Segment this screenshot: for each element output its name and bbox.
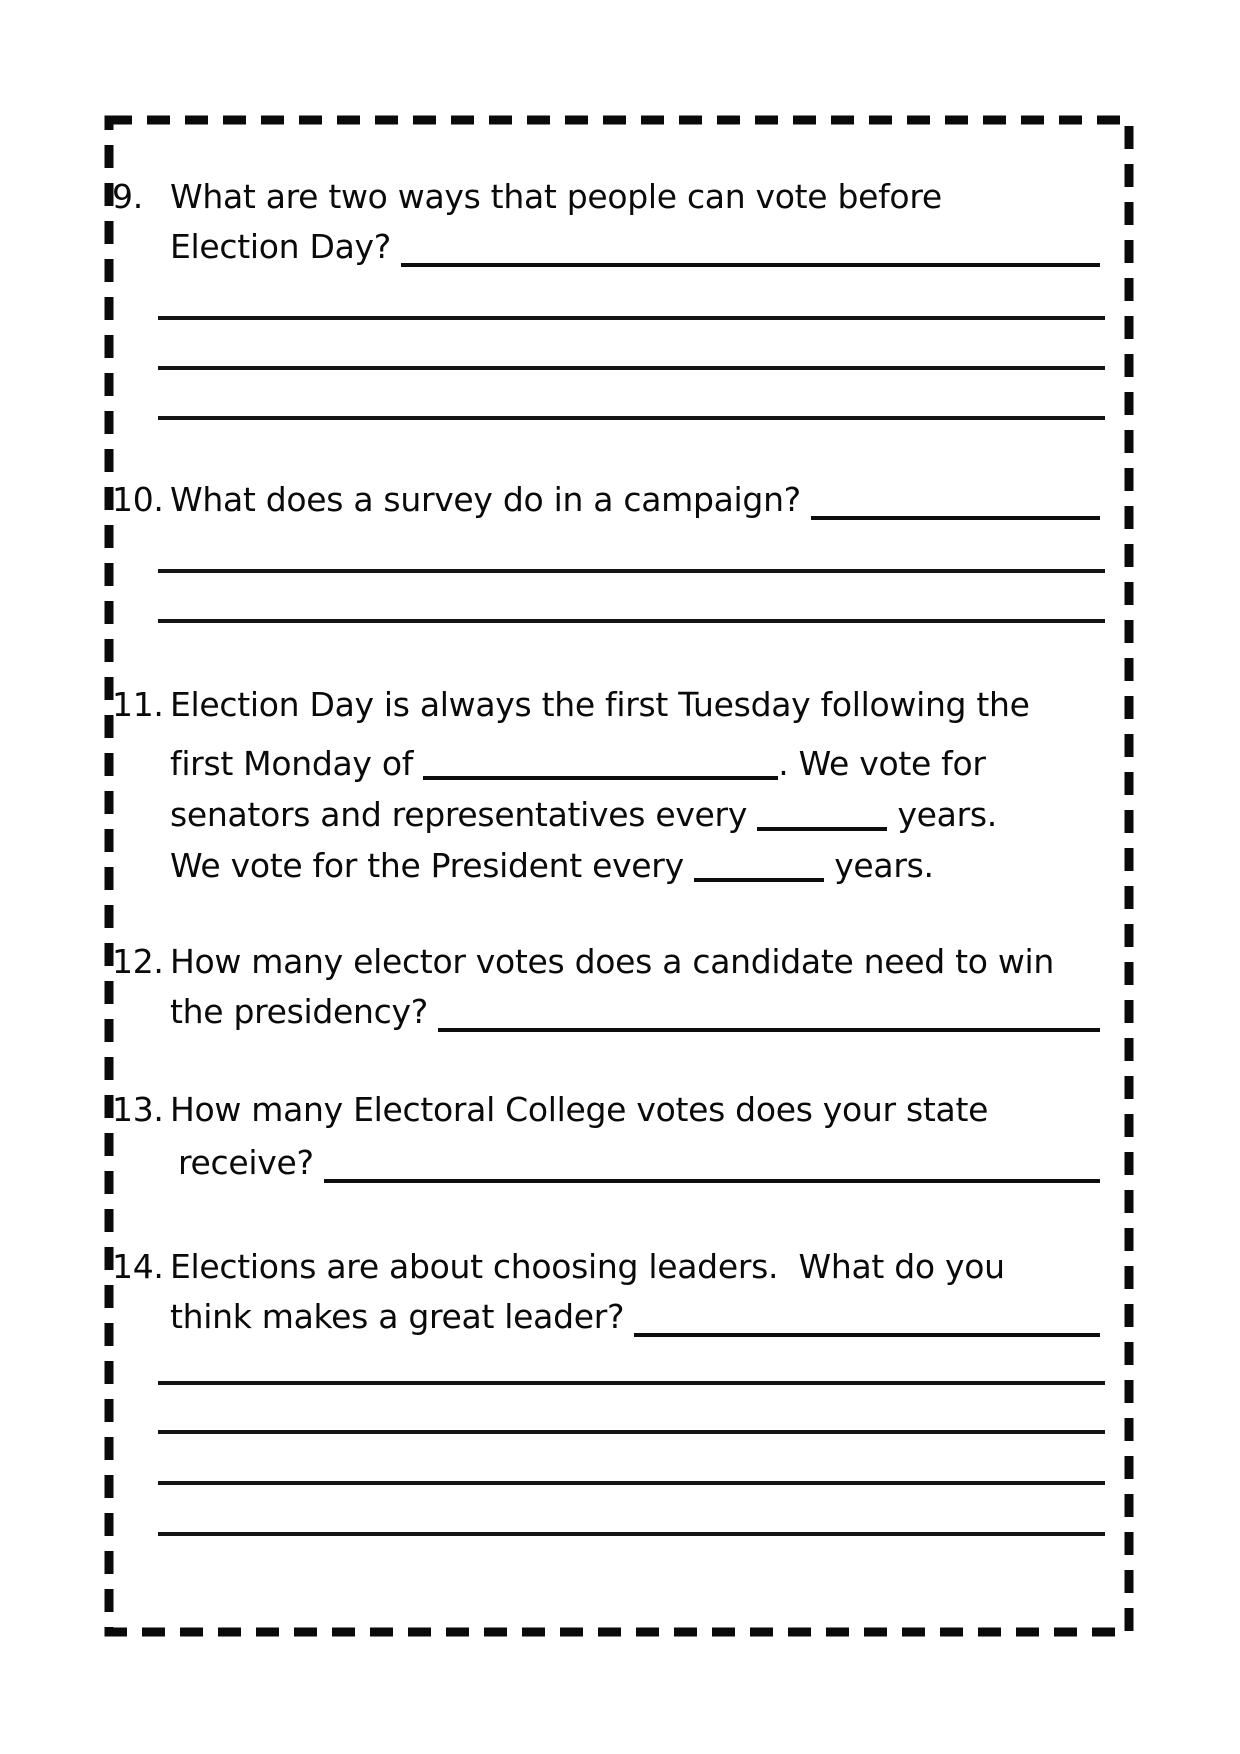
question-9-line-1: [112, 172, 942, 222]
question-9-text: What are two ways that people can vote before: [170, 177, 942, 216]
question-13-answer-blank: [324, 1179, 1100, 1183]
question-9-answer-blank: [401, 263, 1100, 267]
question-9-line-2: [170, 222, 1100, 272]
question-13-line-2: [178, 1138, 1100, 1188]
question-11-line-4-text-after: years.: [824, 846, 934, 885]
question-12-text: How many elector votes does a candidate need to win: [170, 942, 1055, 981]
question-11-line-4-text: We vote for the President every: [170, 846, 694, 885]
question-11-line-3: [170, 782, 997, 832]
question-11-number: 11.: [112, 685, 164, 724]
question-10-number: 10.: [112, 480, 164, 519]
question-13-number: 13.: [112, 1090, 164, 1129]
question-9-number: 9.: [112, 177, 143, 216]
question-14-number: 14.: [112, 1247, 164, 1286]
question-14-line-2: [170, 1292, 1100, 1342]
question-11-president-years-blank: [694, 838, 824, 882]
question-14-text: Elections are about choosing leaders. What do you: [170, 1247, 1005, 1286]
question-12-answer-blank: [438, 1028, 1100, 1032]
question-11-text: Election Day is always the first Tuesday following the: [170, 685, 1030, 724]
question-11-line-2: [170, 731, 986, 781]
question-14-write-line-3: [158, 1481, 1105, 1485]
question-13-text: How many Electoral College votes does your state: [170, 1090, 989, 1129]
question-11-line-4: [170, 833, 934, 883]
question-14-write-line-1: [158, 1381, 1105, 1385]
question-11-line-2-text: first Monday of: [170, 744, 424, 783]
question-12-number: 12.: [112, 942, 164, 981]
question-12-line-2: [170, 987, 1100, 1037]
question-13-text-continued: receive?: [178, 1143, 324, 1182]
question-14-write-line-4: [158, 1532, 1105, 1536]
question-11-month-blank: [423, 736, 778, 780]
question-12-text-continued: the presidency?: [170, 992, 439, 1031]
question-10-text: What does a survey do in a campaign?: [170, 480, 812, 519]
question-9-text-continued: Election Day?: [170, 227, 402, 266]
question-9-write-line-3: [158, 416, 1105, 420]
question-12-line-1: [112, 937, 1054, 987]
question-11-line-2-text-after: . We vote for: [778, 744, 986, 783]
question-10-answer-blank: [811, 516, 1100, 520]
question-10-write-line-1: [158, 569, 1105, 573]
question-11-line-1: [112, 680, 1030, 730]
question-14-write-line-2: [158, 1430, 1105, 1434]
question-13-line-1: [112, 1085, 988, 1135]
question-10-write-line-2: [158, 619, 1105, 623]
question-14-line-1: [112, 1242, 1005, 1292]
question-11-senators-years-blank: [757, 787, 887, 831]
question-10-line-1: [112, 475, 1100, 525]
question-11-line-3-text: senators and representatives every: [170, 795, 758, 834]
question-14-text-continued: think makes a great leader?: [170, 1297, 635, 1336]
question-14-answer-blank: [634, 1333, 1100, 1337]
question-9-write-line-1: [158, 316, 1105, 320]
question-9-write-line-2: [158, 366, 1105, 370]
question-11-line-3-text-after: years.: [887, 795, 997, 834]
